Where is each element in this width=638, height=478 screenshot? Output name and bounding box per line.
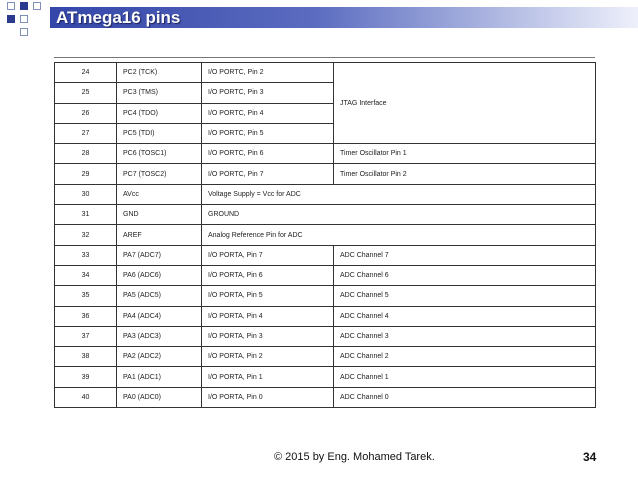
table-row: [55, 205, 596, 225]
pin-name: PA1 (ADC1): [117, 367, 202, 387]
pin-name: AVcc: [117, 184, 202, 204]
table-row: [55, 347, 596, 367]
pin-number: 33: [55, 245, 117, 265]
pin-function: Voltage Supply = Vcc for ADC: [202, 184, 596, 204]
pin-number: 27: [55, 123, 117, 143]
table-row: [55, 367, 596, 387]
pin-number: 24: [55, 63, 117, 83]
pin-alt-function: ADC Channel 2: [334, 347, 596, 367]
pin-name: PC3 (TMS): [117, 83, 202, 103]
pin-alt-function: Timer Oscillator Pin 2: [334, 164, 596, 184]
pin-name: PA7 (ADC7): [117, 245, 202, 265]
pin-function: I/O PORTA, Pin 2: [202, 347, 334, 367]
pin-alt-function: ADC Channel 4: [334, 306, 596, 326]
pin-number: 39: [55, 367, 117, 387]
pin-function: I/O PORTA, Pin 6: [202, 265, 334, 285]
decor-square: [20, 2, 28, 10]
pin-number: 29: [55, 164, 117, 184]
pin-number: 34: [55, 265, 117, 285]
pin-function: I/O PORTC, Pin 7: [202, 164, 334, 184]
pin-number: 31: [55, 205, 117, 225]
pin-function: I/O PORTC, Pin 6: [202, 144, 334, 164]
table-row: [55, 265, 596, 285]
pin-number: 28: [55, 144, 117, 164]
pin-table: [54, 62, 596, 408]
pin-number: 35: [55, 286, 117, 306]
pin-function: I/O PORTA, Pin 1: [202, 367, 334, 387]
table-row: [55, 245, 596, 265]
table-row: [55, 326, 596, 346]
pin-number: 37: [55, 326, 117, 346]
pin-name: PA6 (ADC6): [117, 265, 202, 285]
pin-number: 30: [55, 184, 117, 204]
pin-name: PC5 (TDI): [117, 123, 202, 143]
table-row: [55, 286, 596, 306]
table-row: [55, 306, 596, 326]
table-row: [55, 387, 596, 407]
pin-function: I/O PORTC, Pin 4: [202, 103, 334, 123]
decor-square: [20, 15, 28, 23]
pin-function: I/O PORTA, Pin 5: [202, 286, 334, 306]
pin-alt-function: ADC Channel 6: [334, 265, 596, 285]
pin-alt-function: Timer Oscillator Pin 1: [334, 144, 596, 164]
pin-number: 32: [55, 225, 117, 245]
decor-square: [33, 2, 41, 10]
table-top-rule: [54, 57, 595, 58]
pin-function: Analog Reference Pin for ADC: [202, 225, 596, 245]
pin-name: PA0 (ADC0): [117, 387, 202, 407]
pin-function: GROUND: [202, 205, 596, 225]
pin-name: PC2 (TCK): [117, 63, 202, 83]
pin-number: 26: [55, 103, 117, 123]
pin-number: 40: [55, 387, 117, 407]
pin-name: AREF: [117, 225, 202, 245]
pin-function: I/O PORTC, Pin 3: [202, 83, 334, 103]
decor-square: [7, 2, 15, 10]
pin-function: I/O PORTA, Pin 3: [202, 326, 334, 346]
table-row: [55, 164, 596, 184]
pin-function: I/O PORTA, Pin 4: [202, 306, 334, 326]
pin-function: I/O PORTA, Pin 0: [202, 387, 334, 407]
table-row: [55, 225, 596, 245]
pin-function: I/O PORTA, Pin 7: [202, 245, 334, 265]
pin-alt-function: ADC Channel 0: [334, 387, 596, 407]
pin-function: I/O PORTC, Pin 5: [202, 123, 334, 143]
pin-alt-function: ADC Channel 5: [334, 286, 596, 306]
table-row: [55, 184, 596, 204]
pin-alt-function: ADC Channel 1: [334, 367, 596, 387]
pin-name: PA2 (ADC2): [117, 347, 202, 367]
pin-name: PA3 (ADC3): [117, 326, 202, 346]
pin-name: PC7 (TOSC2): [117, 164, 202, 184]
pin-name: GND: [117, 205, 202, 225]
pin-name: PA5 (ADC5): [117, 286, 202, 306]
footer-copyright: © 2015 by Eng. Mohamed Tarek.: [274, 451, 435, 463]
jtag-interface-cell: JTAG Interface: [334, 63, 596, 144]
pin-name: PA4 (ADC4): [117, 306, 202, 326]
pin-name: PC4 (TDO): [117, 103, 202, 123]
pin-function: I/O PORTC, Pin 2: [202, 63, 334, 83]
pin-number: 25: [55, 83, 117, 103]
slide-title: ATmega16 pins: [56, 8, 181, 27]
pin-number: 36: [55, 306, 117, 326]
decor-square: [7, 15, 15, 23]
decor-square: [20, 28, 28, 36]
table-row: [55, 63, 596, 83]
pin-alt-function: ADC Channel 7: [334, 245, 596, 265]
page-number: 34: [583, 450, 597, 464]
pin-alt-function: ADC Channel 3: [334, 326, 596, 346]
pin-name: PC6 (TOSC1): [117, 144, 202, 164]
pin-number: 38: [55, 347, 117, 367]
table-row: [55, 144, 596, 164]
